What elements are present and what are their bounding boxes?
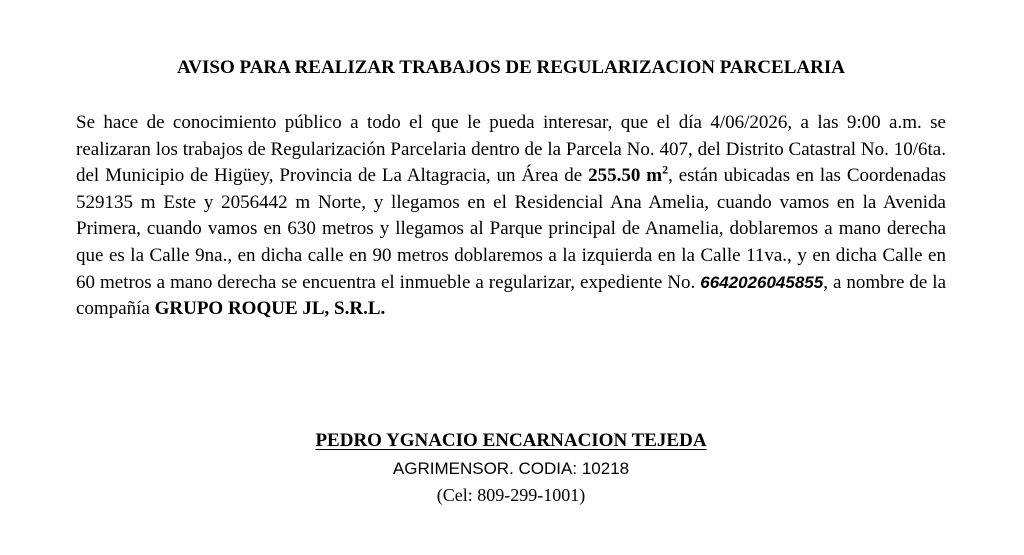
body-text-part-2: , están ubicadas en las Coordenadas 529135 m Este y 2056442 m Norte, y llegamos en el Residencial Ana Amelia, cuando vamos en la Avenida Primera, cuando vamos en 630 metros y llegamos al Parque principal de Anamelia, doblaremos a mano derecha que es la Calle 9na., en dicha calle en 90 metros doblaremos a la izquierda en la Calle 11va., y en dicha Calle en 60 metros a mano derecha se encuentra el inmueble a regularizar, expediente No.: [76, 165, 947, 293]
body-text-part-3: , a nombre de la compañía: [76, 271, 947, 320]
area-value: [588, 162, 669, 187]
signatory-phone: (Cel: 809-299-1001): [436, 485, 586, 505]
signatory-name: [76, 429, 946, 453]
notice-body: [76, 110, 946, 323]
body-text-part-1: Se hace de conocimiento público a todo el que le pueda interesar, que el día 4/06/2026, a las 9:00 a.m. se realizaran los trabajos de Regularización Parcelaria dentro de la Parcela No. 407, del Distrito Catastral No. 10/6ta. del Municipio de Higüey, Provincia de La Altagracia, un Área de: [76, 112, 946, 187]
expediente-number: 6642026045855: [700, 272, 824, 292]
signatory-name-text: PEDRO YGNACIO ENCARNACION TEJEDA: [315, 430, 707, 451]
company-name: GRUPO ROQUE JL, S.R.L.: [154, 298, 386, 320]
signatory-role: AGRIMENSOR. CODIA: 10218: [392, 459, 630, 478]
notice-document: [76, 0, 946, 555]
area-unit-superscript: 2: [662, 162, 669, 177]
notice-title: AVISO PARA REALIZAR TRABAJOS DE REGULARIZACION PARCELARIA: [177, 57, 845, 78]
area-number: 255.50 m: [588, 165, 663, 187]
